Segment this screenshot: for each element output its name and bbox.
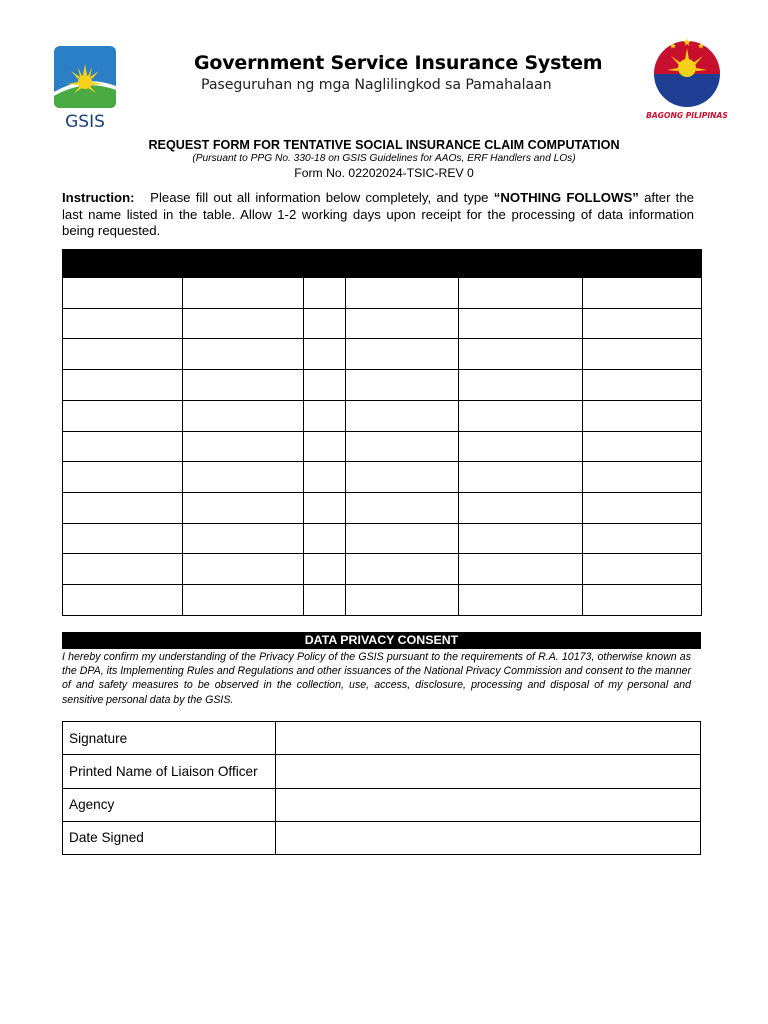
table-row bbox=[63, 400, 702, 431]
data-privacy-consent-text: I hereby confirm my understanding of the Privacy Policy of the GSIS pursuant to the requirements of R.A. 10173, otherwise known as the DPA, its Implementing Rules and Regulations and other issuances of the National Privacy Commission and consent to the manner of and safety measures to be observed in the collection, use, access, disclosure, processing and disposal of my personal and sensitive personal data by the GSIS. bbox=[62, 651, 691, 706]
table-cell[interactable] bbox=[304, 462, 346, 493]
table-cell[interactable] bbox=[304, 585, 346, 616]
bagong-pilipinas-logo bbox=[643, 38, 731, 122]
table-cell[interactable] bbox=[304, 523, 346, 554]
table-row bbox=[63, 308, 702, 339]
table-cell[interactable] bbox=[183, 339, 304, 370]
agency-row bbox=[63, 788, 701, 821]
table-cell[interactable] bbox=[583, 370, 702, 401]
table-cell[interactable] bbox=[63, 278, 183, 309]
table-cell[interactable] bbox=[63, 493, 183, 524]
table-cell[interactable] bbox=[304, 308, 346, 339]
table-cell[interactable] bbox=[183, 523, 304, 554]
instruction-text-before: Please fill out all information below completely, and type bbox=[150, 190, 489, 205]
agency-label: Agency bbox=[63, 788, 276, 821]
date-signed-field[interactable] bbox=[276, 821, 701, 854]
table-header-cell bbox=[346, 250, 459, 278]
table-cell[interactable] bbox=[459, 462, 583, 493]
gsis-logo bbox=[54, 46, 116, 130]
table-cell[interactable] bbox=[583, 431, 702, 462]
table-row bbox=[63, 339, 702, 370]
table-cell[interactable] bbox=[583, 523, 702, 554]
table-cell[interactable] bbox=[63, 370, 183, 401]
instruction-text-after: after the last name listed in the table. Allow 1-2 working days upon receipt for the processing of data information being requested. bbox=[62, 190, 695, 238]
table-cell[interactable] bbox=[346, 308, 459, 339]
bagong-pilipinas-logo-text: BAGONG PILIPINAS bbox=[646, 111, 728, 120]
table-cell[interactable] bbox=[63, 462, 183, 493]
table-header-cell bbox=[459, 250, 583, 278]
table-row bbox=[63, 493, 702, 524]
table-cell[interactable] bbox=[63, 400, 183, 431]
table-cell[interactable] bbox=[346, 278, 459, 309]
table-header-cell bbox=[304, 250, 346, 278]
date-signed-label: Date Signed bbox=[63, 821, 276, 854]
table-cell[interactable] bbox=[63, 339, 183, 370]
signature-table bbox=[62, 721, 701, 855]
table-cell[interactable] bbox=[183, 554, 304, 585]
date-signed-row bbox=[63, 821, 701, 854]
organization-subtitle: Paseguruhan ng mga Naglilingkod sa Pamahalaan bbox=[201, 77, 552, 93]
table-cell[interactable] bbox=[459, 431, 583, 462]
table-cell[interactable] bbox=[346, 554, 459, 585]
table-body bbox=[63, 278, 702, 616]
instruction-paragraph bbox=[62, 190, 694, 240]
data-privacy-consent-heading: DATA PRIVACY CONSENT bbox=[62, 632, 701, 649]
table-cell[interactable] bbox=[583, 278, 702, 309]
printed-name-row bbox=[63, 755, 701, 788]
table-cell[interactable] bbox=[346, 493, 459, 524]
instruction-emphasis: “NOTHING FOLLOWS” bbox=[493, 190, 639, 205]
table-cell[interactable] bbox=[304, 278, 346, 309]
table-cell[interactable] bbox=[183, 462, 304, 493]
table-cell[interactable] bbox=[63, 431, 183, 462]
table-cell[interactable] bbox=[459, 585, 583, 616]
table-cell[interactable] bbox=[183, 370, 304, 401]
table-row bbox=[63, 278, 702, 309]
table-row bbox=[63, 431, 702, 462]
table-cell[interactable] bbox=[346, 400, 459, 431]
table-cell[interactable] bbox=[304, 493, 346, 524]
table-header-cell bbox=[583, 250, 702, 278]
table-cell[interactable] bbox=[459, 308, 583, 339]
request-table bbox=[62, 249, 701, 616]
organization-name: Government Service Insurance System bbox=[194, 52, 603, 74]
table-cell[interactable] bbox=[63, 308, 183, 339]
form-number: Form No. 02202024-TSIC-REV 0 bbox=[294, 166, 474, 180]
table-cell[interactable] bbox=[583, 339, 702, 370]
table-cell[interactable] bbox=[304, 370, 346, 401]
signature-label: Signature bbox=[63, 722, 276, 755]
table-cell[interactable] bbox=[346, 431, 459, 462]
table-cell[interactable] bbox=[583, 400, 702, 431]
table-cell[interactable] bbox=[459, 400, 583, 431]
gsis-logo-text: GSIS bbox=[65, 112, 105, 130]
table-cell[interactable] bbox=[346, 462, 459, 493]
printed-name-label: Printed Name of Liaison Officer bbox=[63, 755, 276, 788]
table-cell[interactable] bbox=[183, 400, 304, 431]
table-cell[interactable] bbox=[183, 585, 304, 616]
table-row bbox=[63, 462, 702, 493]
table-cell[interactable] bbox=[63, 554, 183, 585]
table-cell[interactable] bbox=[583, 462, 702, 493]
agency-field[interactable] bbox=[276, 788, 701, 821]
table-cell[interactable] bbox=[183, 493, 304, 524]
form-title: REQUEST FORM FOR TENTATIVE SOCIAL INSURANCE CLAIM COMPUTATION bbox=[148, 138, 620, 152]
table-header-row bbox=[63, 250, 702, 278]
table-row bbox=[63, 370, 702, 401]
signature-row bbox=[63, 722, 701, 755]
instruction-label: Instruction: bbox=[62, 190, 135, 205]
table-cell[interactable] bbox=[183, 308, 304, 339]
signature-field[interactable] bbox=[276, 722, 701, 755]
table-cell[interactable] bbox=[346, 370, 459, 401]
table-cell[interactable] bbox=[346, 523, 459, 554]
table-header-cell bbox=[183, 250, 304, 278]
table-row bbox=[63, 585, 702, 616]
table-cell[interactable] bbox=[459, 523, 583, 554]
table-cell[interactable] bbox=[304, 554, 346, 585]
table-row bbox=[63, 554, 702, 585]
table-cell[interactable] bbox=[346, 585, 459, 616]
table-cell[interactable] bbox=[459, 278, 583, 309]
table-header-cell bbox=[63, 250, 183, 278]
table-cell[interactable] bbox=[459, 493, 583, 524]
table-cell[interactable] bbox=[183, 431, 304, 462]
table-cell[interactable] bbox=[63, 585, 183, 616]
table-cell[interactable] bbox=[304, 339, 346, 370]
table-cell[interactable] bbox=[583, 554, 702, 585]
table-cell[interactable] bbox=[183, 278, 304, 309]
table-cell[interactable] bbox=[459, 370, 583, 401]
table-cell[interactable] bbox=[459, 339, 583, 370]
table-cell[interactable] bbox=[583, 585, 702, 616]
table-cell[interactable] bbox=[346, 339, 459, 370]
table-cell[interactable] bbox=[304, 431, 346, 462]
table-row bbox=[63, 523, 702, 554]
table-cell[interactable] bbox=[583, 493, 702, 524]
form-subtitle: (Pursuant to PPG No. 330-18 on GSIS Guidelines for AAOs, ERF Handlers and LOs) bbox=[192, 153, 576, 164]
table-cell[interactable] bbox=[304, 400, 346, 431]
table-cell[interactable] bbox=[583, 308, 702, 339]
table-cell[interactable] bbox=[459, 554, 583, 585]
printed-name-field[interactable] bbox=[276, 755, 701, 788]
table-cell[interactable] bbox=[63, 523, 183, 554]
